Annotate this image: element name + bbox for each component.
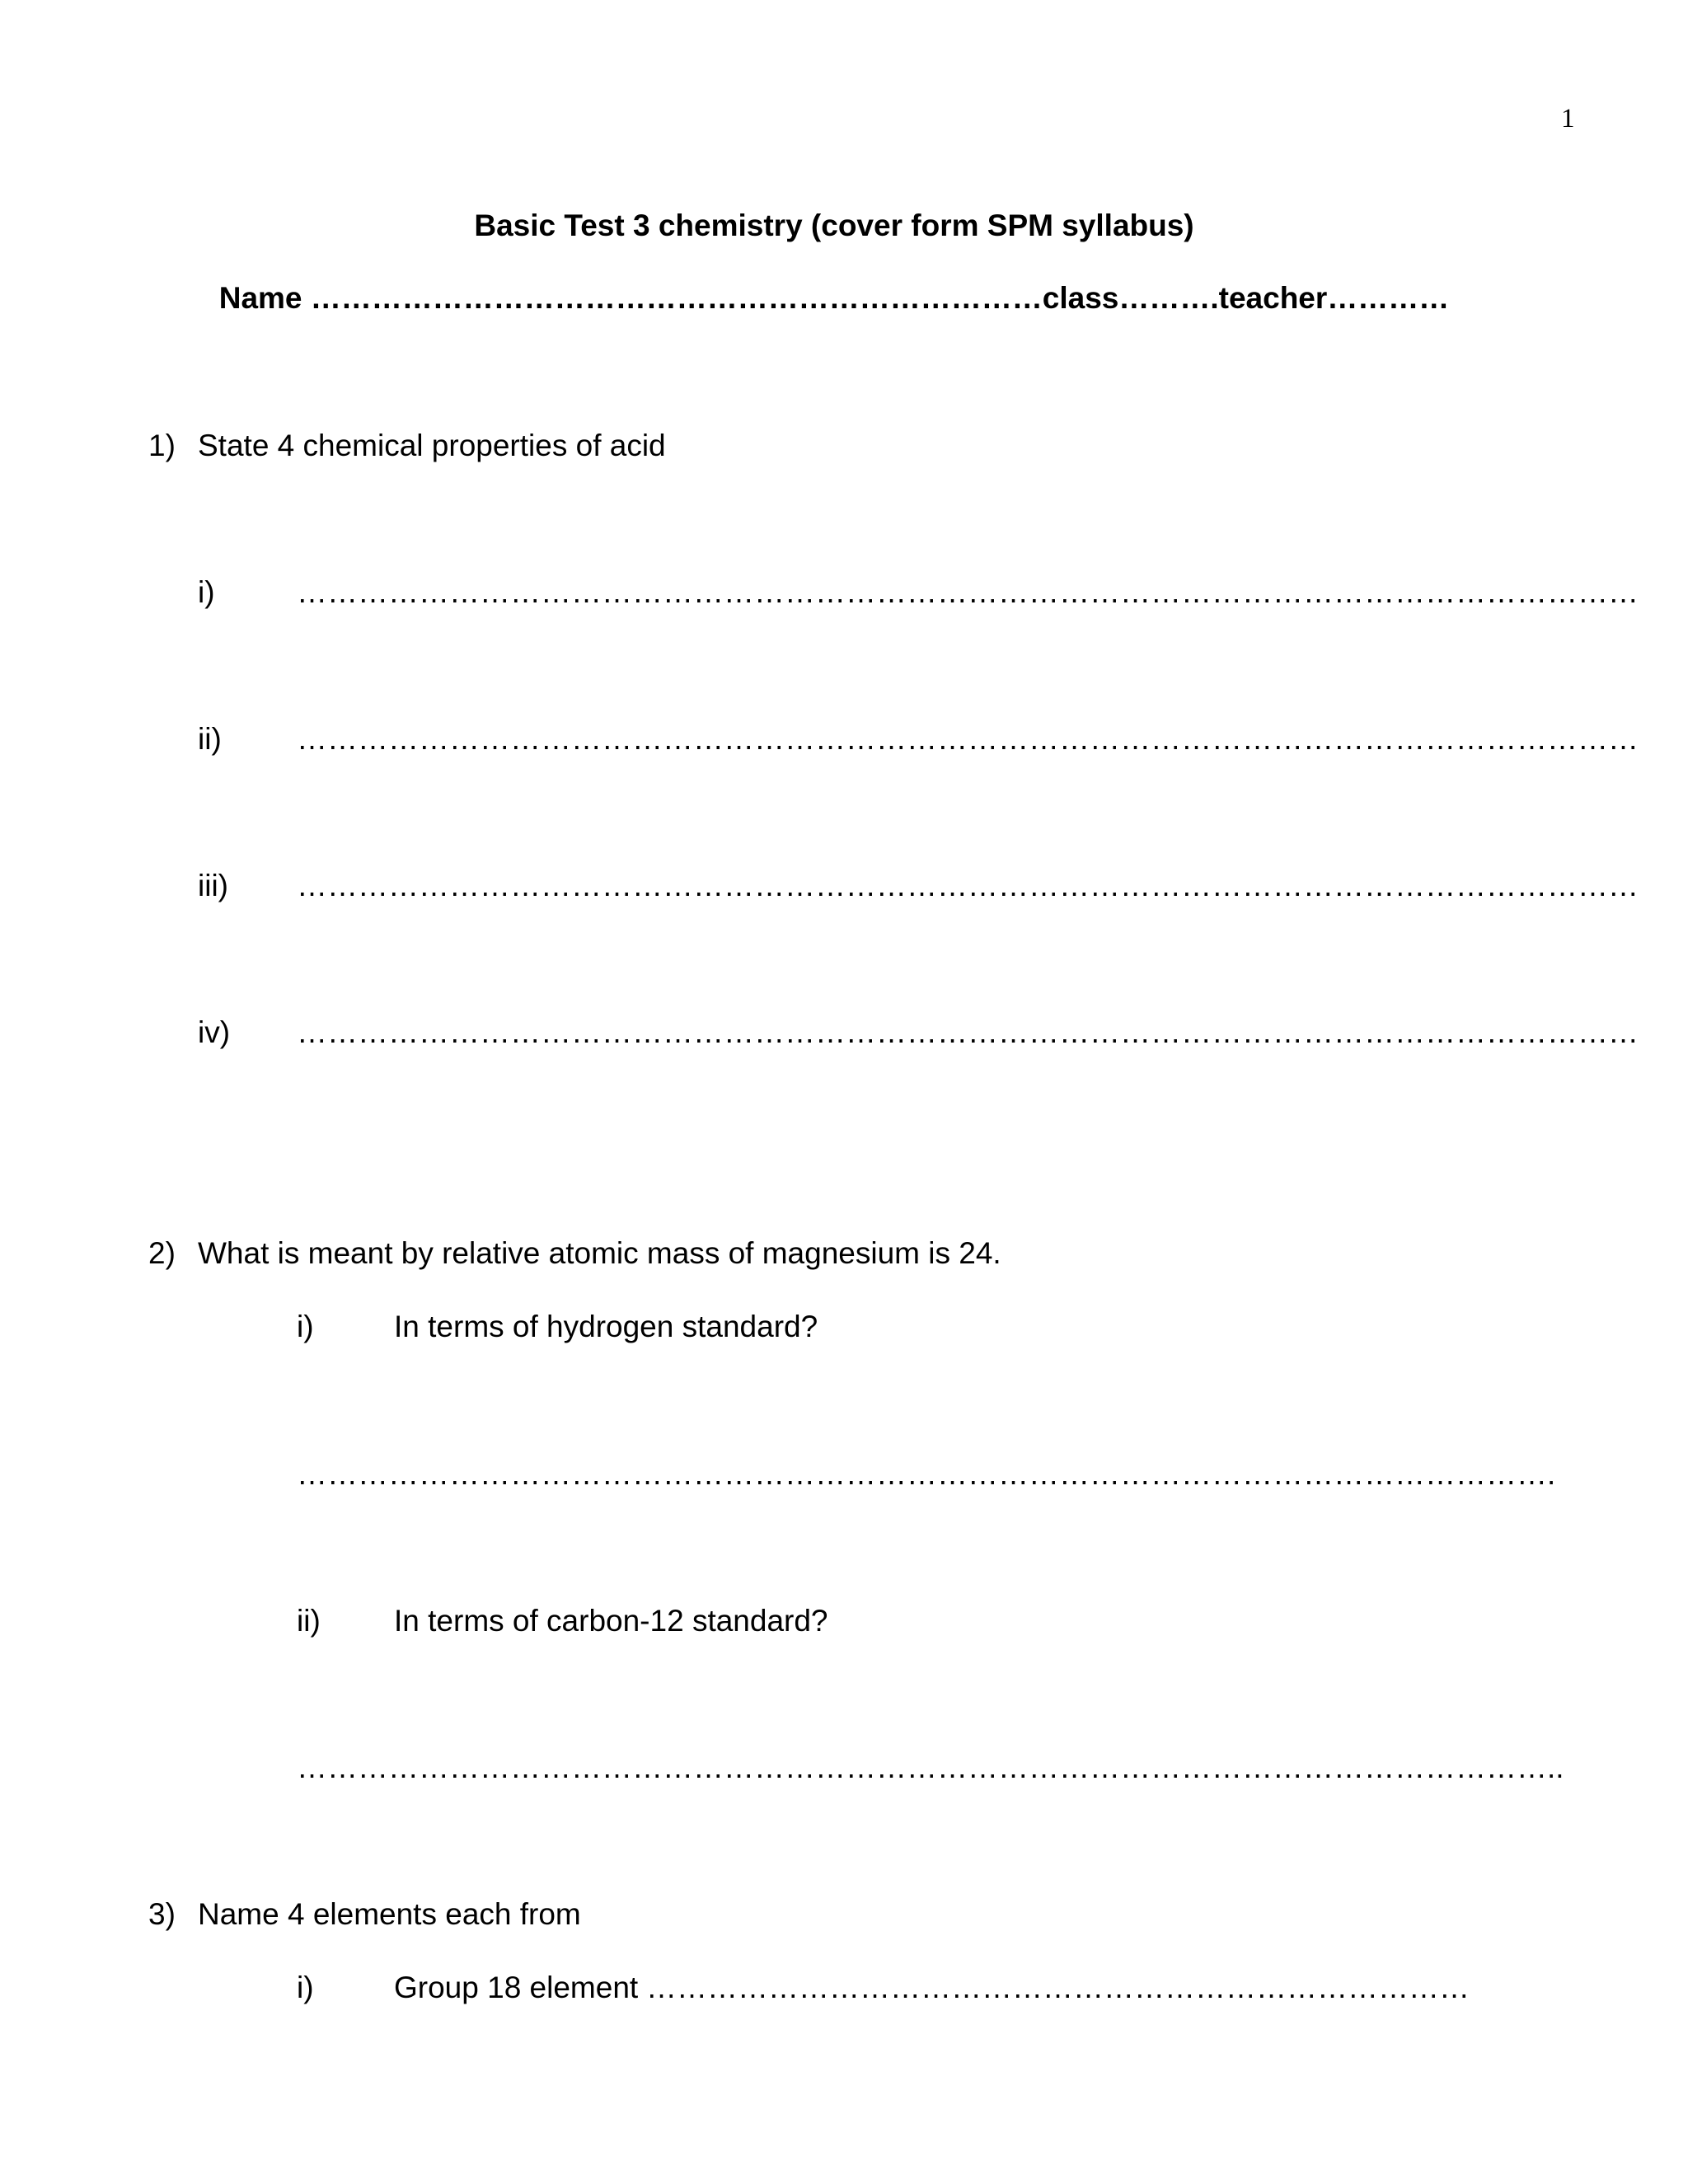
answer-line: ……………………………………………………………………………………………………………………: [297, 869, 1639, 902]
item-label: ii): [297, 1604, 321, 1638]
answer-line: …………………………………………………………………………………………………………….: [297, 1457, 1556, 1491]
item-text: Group 18 element: [394, 1971, 639, 2004]
item-label: i): [297, 1310, 314, 1343]
question-text: What is meant by relative atomic mass of magnesium is 24.: [198, 1236, 1001, 1270]
question-number: 1): [148, 429, 176, 462]
answer-line: ……………………………………………………………………………………………………………..: [297, 1750, 1564, 1784]
item-label: i): [297, 1971, 314, 2004]
answer-line: ………………………………………………………………………: [646, 1971, 1470, 2004]
item-label: i): [198, 575, 215, 609]
item-label: ii): [198, 722, 222, 756]
page-number: 1: [1561, 104, 1575, 134]
question-number: 2): [148, 1236, 176, 1270]
answer-line: ……………………………………………………………………………………………………………………: [297, 575, 1639, 609]
document-title: Basic Test 3 chemistry (cover form SPM syllabus): [474, 209, 1194, 242]
answer-line: ……………………………………………………………………………………………………………………: [297, 722, 1639, 756]
question-number: 3): [148, 1897, 176, 1931]
question-text: Name 4 elements each from: [198, 1897, 581, 1931]
answer-line: ……………………………………………………………………………………………………………………: [297, 1015, 1639, 1049]
item-text: In terms of carbon-12 standard?: [394, 1604, 828, 1638]
item-text: In terms of hydrogen standard?: [394, 1310, 818, 1343]
student-details-line: Name ………………………………………………………………class……….teacher…………: [218, 281, 1450, 315]
item-label: iii): [198, 869, 228, 902]
item-label: iv): [198, 1015, 231, 1049]
question-text: State 4 chemical properties of acid: [198, 429, 666, 462]
